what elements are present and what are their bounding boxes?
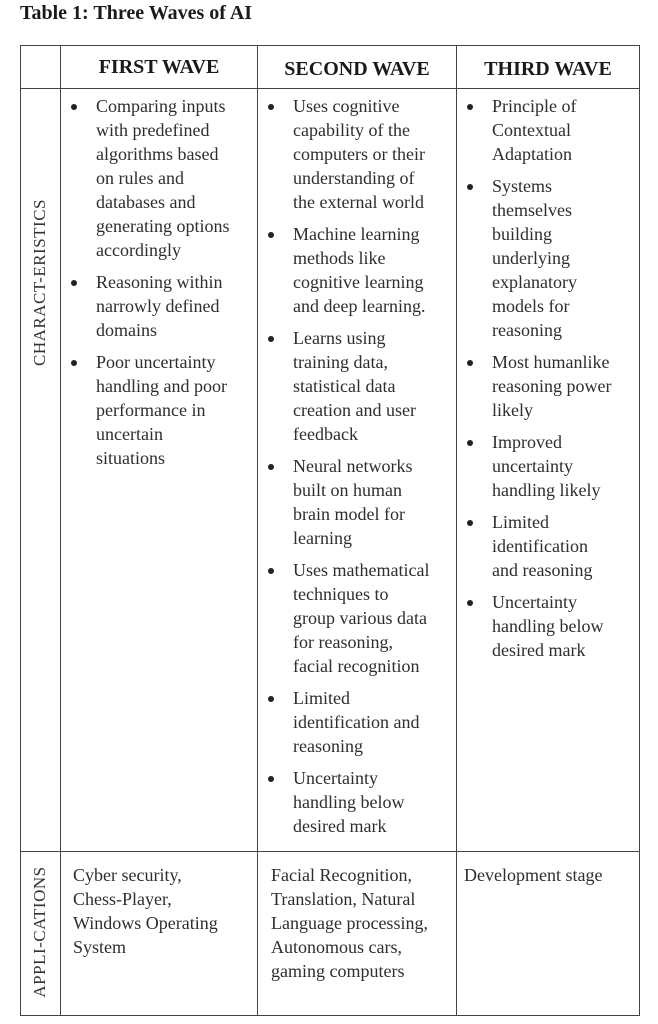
row-label-characteristics: CHARACT-ERISTICS [30,198,49,366]
list-item [258,94,456,214]
list-item-text: Most humanlike reasoning power likely [492,352,612,420]
list-item-text: Learns using training data, statistical data creation and user feedback [293,328,416,444]
list-item [258,766,456,838]
list-item [61,350,257,470]
second-wave-characteristics [258,94,456,846]
list-item [457,430,639,502]
bullet-icon [268,104,274,110]
list-item-text: Comparing inputs with predefined algorithms based on rules and databases and generating options accordingly [96,96,230,260]
bullet-icon [268,232,274,238]
list-item-text: Poor uncertainty handling and poor performance in uncertain situations [96,352,227,468]
header-second-wave: SECOND WAVE [284,58,430,80]
list-item [61,270,257,342]
bullet-icon [268,464,274,470]
list-item-text: Systems themselves building underlying explanatory models for reasoning [492,176,577,340]
bullet-icon [467,104,473,110]
list-item [258,686,456,758]
list-item-text: Improved uncertainty handling likely [492,432,601,500]
header-first-wave: FIRST WAVE [98,56,220,78]
bullet-icon [71,360,77,366]
first-wave-characteristics [61,94,257,478]
bullet-icon [71,280,77,286]
bullet-icon [268,568,274,574]
third-wave-characteristics [457,94,639,670]
first-wave-applications: Cyber security, Chess-Player, Windows Operating System [73,865,218,957]
bullet-icon [467,600,473,606]
bullet-icon [467,184,473,190]
list-item-text: Principle of Contextual Adaptation [492,96,577,164]
third-wave-applications: Development stage [464,865,603,885]
list-item-text: Limited identification and reasoning [492,512,593,580]
list-item-text: Uses mathematical techniques to group various data for reasoning, facial recognition [293,560,430,676]
table-title: Table 1: Three Waves of AI [20,2,253,24]
list-item [457,510,639,582]
second-wave-applications: Facial Recognition, Translation, Natural Language processing, Autonomous cars, gaming computers [271,865,428,981]
bullet-icon [467,440,473,446]
list-item-text: Uncertainty handling below desired mark [492,592,604,660]
list-item [258,558,456,678]
list-item [258,326,456,446]
bullet-icon [268,776,274,782]
bullet-icon [268,696,274,702]
list-item-text: Uses cognitive capability of the computers or their understanding of the external world [293,96,425,212]
row-label-applications: APPLI-CATIONS [30,866,49,998]
list-item [457,350,639,422]
list-item [457,94,639,166]
bullet-icon [467,520,473,526]
list-item [258,454,456,550]
list-item-text: Uncertainty handling below desired mark [293,768,405,836]
list-item-text: Machine learning methods like cognitive learning and deep learning. [293,224,426,316]
list-item [258,222,456,318]
three-waves-table [20,45,640,1016]
list-item-text: Reasoning within narrowly defined domains [96,272,223,340]
bullet-icon [467,360,473,366]
list-item [457,174,639,342]
list-item-text: Limited identification and reasoning [293,688,420,756]
list-item [457,590,639,662]
header-third-wave: THIRD WAVE [484,58,612,80]
row-divider [21,851,639,852]
bullet-icon [268,336,274,342]
bullet-icon [71,104,77,110]
list-item-text: Neural networks built on human brain model for learning [293,456,413,548]
list-item [61,94,257,262]
